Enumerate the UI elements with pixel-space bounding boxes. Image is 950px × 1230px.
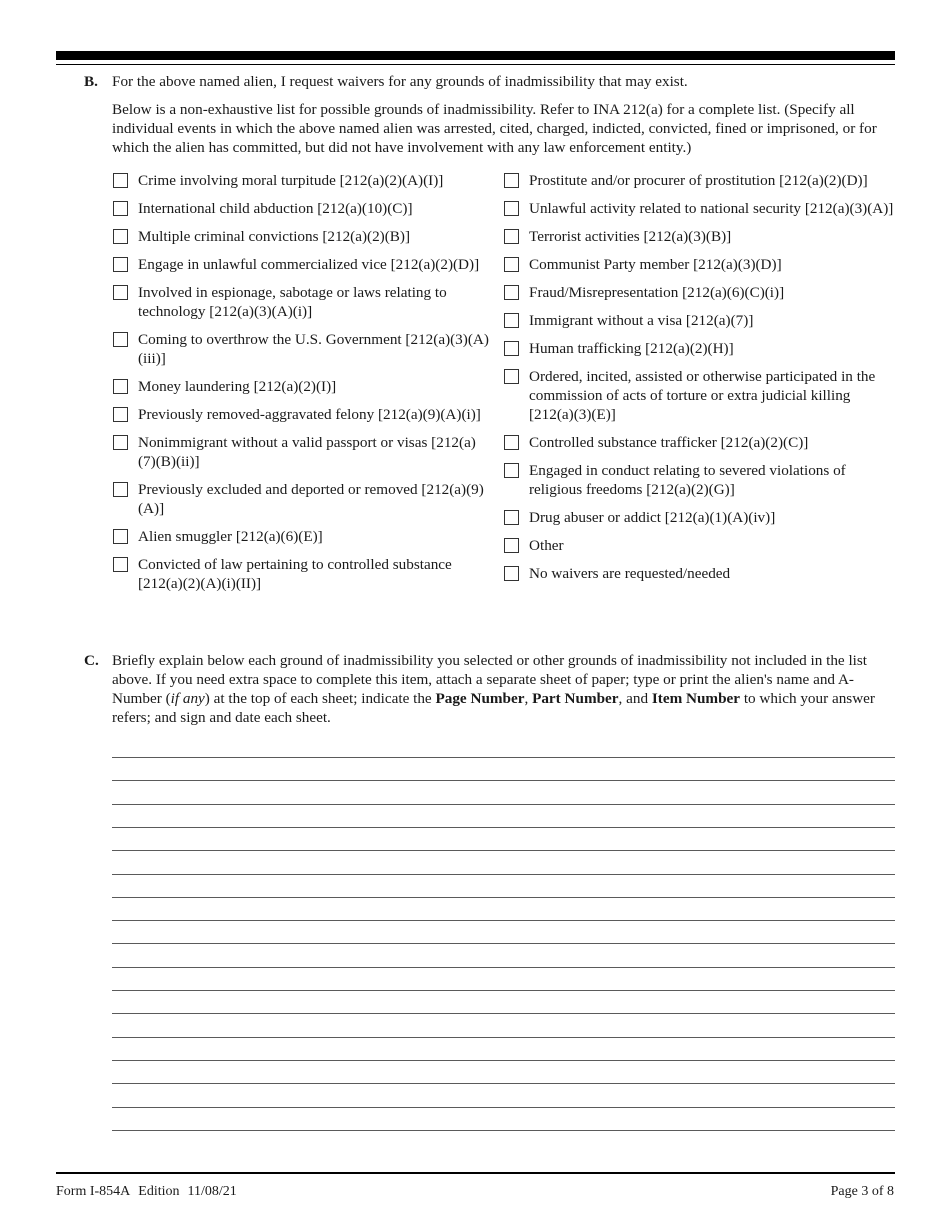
checkbox-label: Previously removed-aggravated felony [212(a)(9)(A)(i)] xyxy=(138,406,481,423)
checkbox[interactable] xyxy=(113,201,128,216)
right-ground-0[interactable] xyxy=(504,171,896,190)
left-ground-4[interactable] xyxy=(113,283,493,321)
checkbox-label: Alien smuggler [212(a)(6)(E)] xyxy=(138,528,323,545)
left-ground-0[interactable] xyxy=(113,171,493,190)
right-ground-11[interactable] xyxy=(504,536,896,555)
section-c-text-1: Briefly explain below each ground of inadmissibility you selected or other grounds of inadmissibility not included in the list above. If you need extra space to complete this item, attach a separate sheet of paper; type or print the alien's name and A-Number ( xyxy=(112,652,868,707)
top-rule-thin xyxy=(56,64,895,65)
left-ground-6[interactable] xyxy=(113,377,493,396)
checkbox[interactable] xyxy=(504,510,519,525)
checkbox-label: Fraud/Misrepresentation [212(a)(6)(C)(i)] xyxy=(529,284,785,301)
left-ground-1[interactable] xyxy=(113,199,493,218)
checkbox-label: Other xyxy=(529,537,564,554)
answer-line[interactable] xyxy=(112,850,895,851)
checkbox-label: Multiple criminal convictions [212(a)(2)(B)] xyxy=(138,228,411,245)
checkbox-label: Controlled substance trafficker [212(a)(2)(C)] xyxy=(529,434,809,451)
checkbox[interactable] xyxy=(113,529,128,544)
checkbox[interactable] xyxy=(504,257,519,272)
top-rule xyxy=(56,51,895,60)
section-c-letter: C. xyxy=(84,652,99,669)
checkbox-label: Engaged in conduct relating to severed violations of religious freedoms [212(a)(2)(G)] xyxy=(529,462,846,498)
checkbox-label: Money laundering [212(a)(2)(I)] xyxy=(138,378,337,395)
footer-page-number: Page 3 of 8 xyxy=(830,1184,894,1199)
left-ground-3[interactable] xyxy=(113,255,493,274)
answer-line[interactable] xyxy=(112,757,895,758)
checkbox-label: Drug abuser or addict [212(a)(1)(A)(iv)] xyxy=(529,509,776,526)
answer-line[interactable] xyxy=(112,920,895,921)
left-ground-2[interactable] xyxy=(113,227,493,246)
checkbox[interactable] xyxy=(504,538,519,553)
checkbox[interactable] xyxy=(113,407,128,422)
answer-line[interactable] xyxy=(112,1130,895,1131)
left-ground-11[interactable] xyxy=(113,555,493,593)
checkbox-label: Immigrant without a visa [212(a)(7)] xyxy=(529,312,754,329)
section-b-letter: B. xyxy=(84,73,98,90)
checkbox[interactable] xyxy=(113,435,128,450)
left-ground-9[interactable] xyxy=(113,480,493,518)
right-ground-2[interactable] xyxy=(504,227,896,246)
checkbox[interactable] xyxy=(504,285,519,300)
section-b-intro: For the above named alien, I request waivers for any grounds of inadmissibility that may exist. xyxy=(112,73,688,90)
checkbox[interactable] xyxy=(113,257,128,272)
answer-line[interactable] xyxy=(112,1107,895,1108)
answer-line[interactable] xyxy=(112,1060,895,1061)
section-c-sep-1: , xyxy=(524,690,533,707)
checkbox[interactable] xyxy=(504,435,519,450)
checkbox[interactable] xyxy=(504,369,519,384)
section-c-text-2: ) at the top of each sheet; indicate the xyxy=(204,690,436,707)
checkbox[interactable] xyxy=(504,566,519,581)
checkbox[interactable] xyxy=(504,341,519,356)
footer-form-name: Form I-854A xyxy=(56,1184,131,1199)
section-c-text-3: to which your answer refers; and sign and date each sheet. xyxy=(112,690,875,726)
section-c-part-number: Part Number xyxy=(532,690,619,707)
checkbox-label: Previously excluded and deported or removed [212(a)(9)(A)] xyxy=(138,481,484,517)
checkbox-label: Human trafficking [212(a)(2)(H)] xyxy=(529,340,734,357)
checkbox[interactable] xyxy=(113,379,128,394)
answer-line[interactable] xyxy=(112,780,895,781)
checkbox-label: Terrorist activities [212(a)(3)(B)] xyxy=(529,228,732,245)
checkbox[interactable] xyxy=(113,482,128,497)
right-ground-4[interactable] xyxy=(504,283,896,302)
right-ground-8[interactable] xyxy=(504,433,896,452)
right-ground-3[interactable] xyxy=(504,255,896,274)
answer-line[interactable] xyxy=(112,804,895,805)
section-c-instructions xyxy=(112,651,896,727)
checkbox-label: Communist Party member [212(a)(3)(D)] xyxy=(529,256,782,273)
left-ground-8[interactable] xyxy=(113,433,493,471)
section-b-description: Below is a non-exhaustive list for possible grounds of inadmissibility. Refer to INA 212(a) for a complete list. (Specify all individual events in which the above named alien was arrested, cited, charged, indicted, convicted, fined or imprisoned, or for which the alien has committed, but did not have involvement with any law enforcement entity.) xyxy=(112,101,877,156)
answer-line[interactable] xyxy=(112,990,895,991)
left-ground-7[interactable] xyxy=(113,405,493,424)
checkbox-label: No waivers are requested/needed xyxy=(529,565,731,582)
checkbox-label: Involved in espionage, sabotage or laws relating to technology [212(a)(3)(A)(i)] xyxy=(138,284,447,320)
answer-line[interactable] xyxy=(112,1013,895,1014)
checkbox[interactable] xyxy=(504,229,519,244)
right-ground-1[interactable] xyxy=(504,199,896,218)
checkbox[interactable] xyxy=(113,173,128,188)
checkbox[interactable] xyxy=(113,285,128,300)
left-ground-5[interactable] xyxy=(113,330,493,368)
right-ground-12[interactable] xyxy=(504,564,896,583)
checkbox-label: International child abduction [212(a)(10)(C)] xyxy=(138,200,413,217)
checkbox[interactable] xyxy=(113,557,128,572)
answer-line[interactable] xyxy=(112,874,895,875)
right-ground-9[interactable] xyxy=(504,461,896,499)
checkbox[interactable] xyxy=(504,463,519,478)
checkbox-label: Coming to overthrow the U.S. Government [212(a)(3)(A)(iii)] xyxy=(138,331,489,367)
answer-line[interactable] xyxy=(112,943,895,944)
checkbox-label: Crime involving moral turpitude [212(a)(2)(A)(I)] xyxy=(138,172,444,189)
answer-line[interactable] xyxy=(112,827,895,828)
section-c-if-any: if any xyxy=(170,690,205,707)
section-c-item-number: Item Number xyxy=(651,690,741,707)
checkbox[interactable] xyxy=(504,313,519,328)
grounds-right-column xyxy=(504,171,896,592)
answer-line[interactable] xyxy=(112,967,895,968)
right-ground-5[interactable] xyxy=(504,311,896,330)
checkbox-label: Convicted of law pertaining to controlled substance [212(a)(2)(A)(i)(II)] xyxy=(138,556,452,592)
section-c-page-number: Page Number xyxy=(435,690,525,707)
checkbox-label: Engage in unlawful commercialized vice [212(a)(2)(D)] xyxy=(138,256,480,273)
checkbox[interactable] xyxy=(504,201,519,216)
answer-line[interactable] xyxy=(112,1037,895,1038)
right-ground-6[interactable] xyxy=(504,339,896,358)
checkbox-label: Unlawful activity related to national security [212(a)(3)(A)] xyxy=(529,200,894,217)
right-ground-10[interactable] xyxy=(504,508,896,527)
answer-line[interactable] xyxy=(112,1083,895,1084)
grounds-left-column xyxy=(113,171,493,602)
checkbox-label: Ordered, incited, assisted or otherwise participated in the commission of acts of torture or extra judicial killing [212(a)(3)(E)] xyxy=(529,368,876,423)
checkbox[interactable] xyxy=(113,229,128,244)
section-c-sep-2: , and xyxy=(618,690,652,707)
right-ground-7[interactable] xyxy=(504,367,896,424)
footer-rule xyxy=(56,1172,895,1174)
footer-form-info xyxy=(56,1182,237,1201)
checkbox[interactable] xyxy=(504,173,519,188)
left-ground-10[interactable] xyxy=(113,527,493,546)
footer-edition-date: 11/08/21 xyxy=(187,1184,237,1199)
checkbox-label: Prostitute and/or procurer of prostitution [212(a)(2)(D)] xyxy=(529,172,868,189)
checkbox-label: Nonimmigrant without a valid passport or visas [212(a)(7)(B)(ii)] xyxy=(138,434,476,470)
answer-line[interactable] xyxy=(112,897,895,898)
checkbox[interactable] xyxy=(113,332,128,347)
footer-edition-label: Edition xyxy=(138,1184,180,1199)
